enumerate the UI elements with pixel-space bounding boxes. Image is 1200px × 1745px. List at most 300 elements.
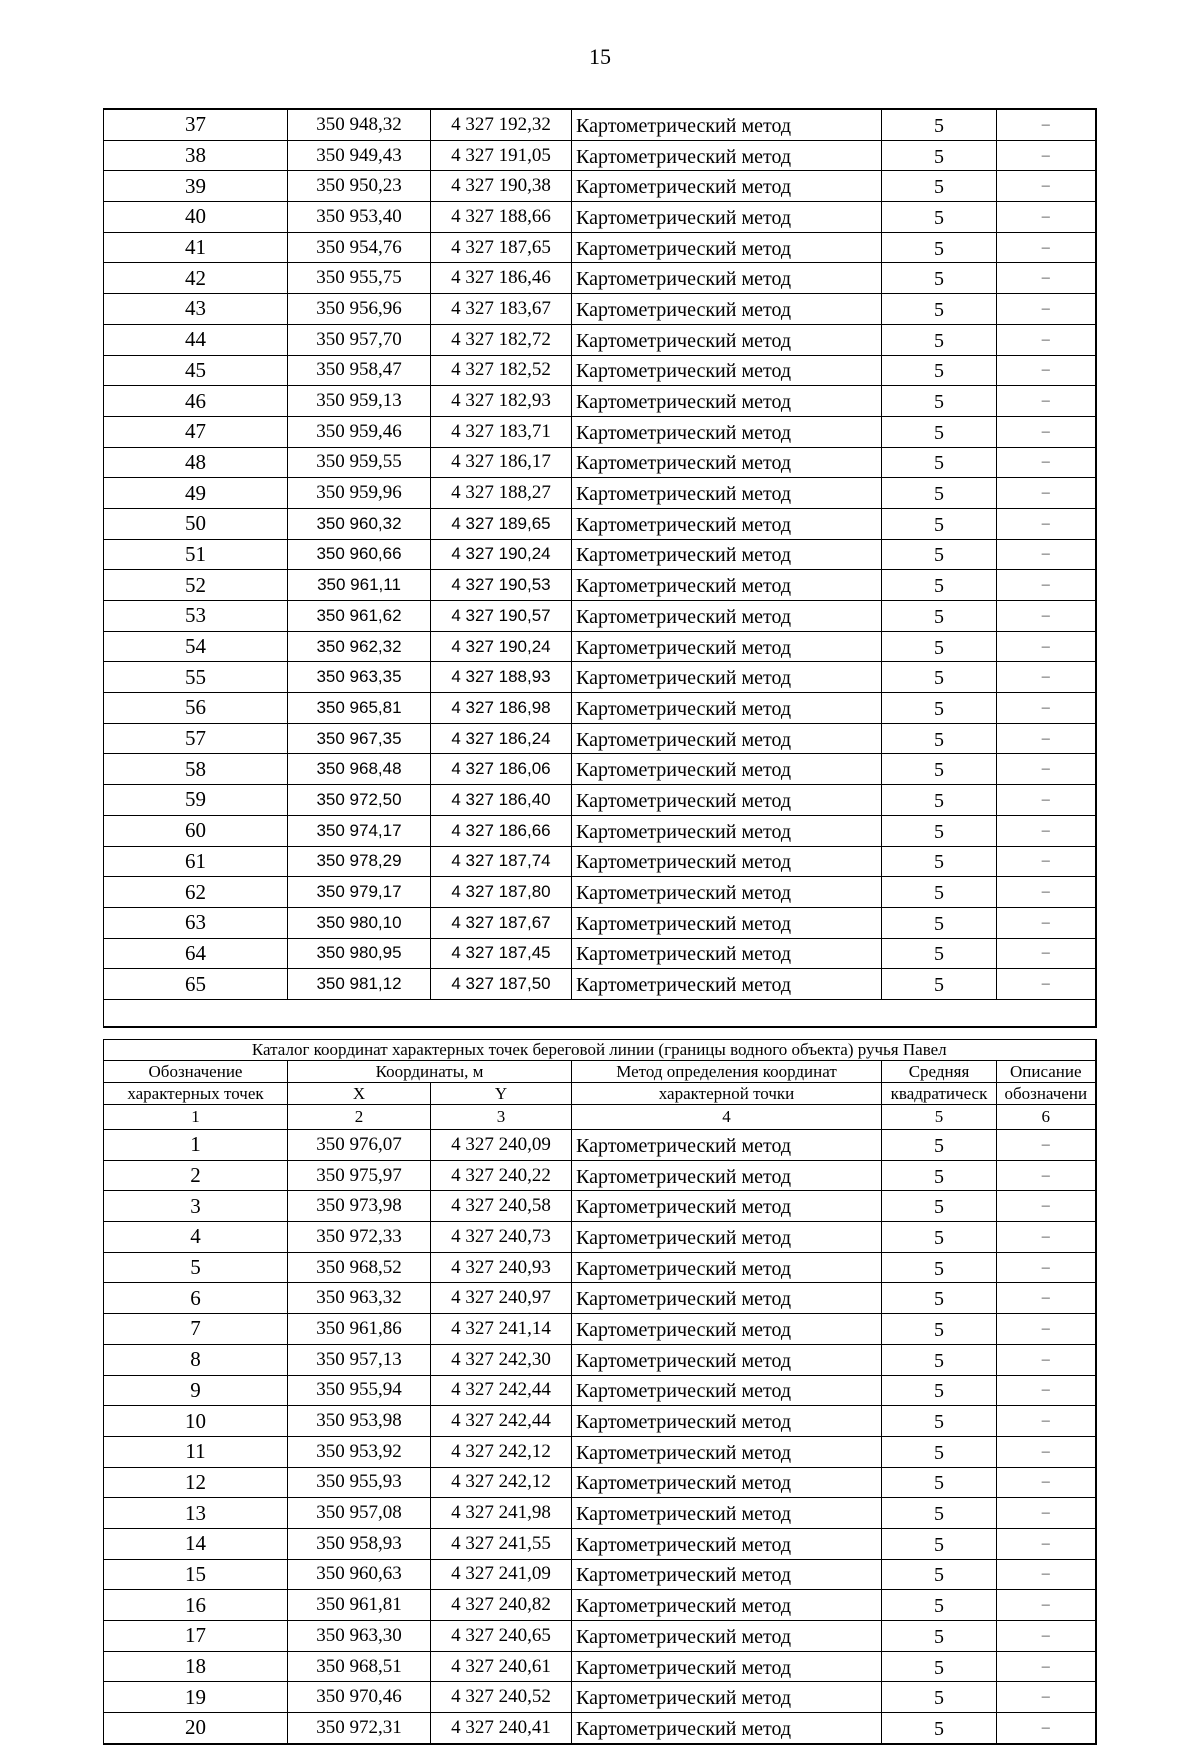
table-row <box>104 907 1096 938</box>
point-number-cell: 65 <box>104 969 288 1000</box>
coordinate-y-cell: 4 327 182,93 <box>431 386 572 417</box>
table-row <box>104 1283 1096 1314</box>
accuracy-cell: 5 <box>882 1436 997 1467</box>
coordinate-x-cell: 350 963,30 <box>288 1621 431 1652</box>
coordinate-y-cell: 4 327 187,45 <box>431 938 572 969</box>
coordinate-y-cell: 4 327 240,22 <box>431 1160 572 1191</box>
point-number-cell: 10 <box>104 1406 288 1437</box>
coordinate-y-cell: 4 327 241,14 <box>431 1314 572 1345</box>
coordinate-y-cell: 4 327 188,93 <box>431 662 572 693</box>
method-cell: Картометрический метод <box>572 1498 882 1529</box>
point-number-cell: 9 <box>104 1375 288 1406</box>
table-row <box>104 723 1096 754</box>
accuracy-cell: 5 <box>882 416 997 447</box>
accuracy-cell: 5 <box>882 386 997 417</box>
column-index-cell: 4 <box>572 1105 882 1130</box>
description-cell: – <box>997 1682 1096 1713</box>
header-row-2 <box>104 1083 1096 1105</box>
column-index-cell: 1 <box>104 1105 288 1130</box>
method-cell: Картометрический метод <box>572 539 882 570</box>
point-number-cell: 56 <box>104 693 288 724</box>
description-cell: – <box>997 355 1096 386</box>
method-cell: Картометрический метод <box>572 478 882 509</box>
coordinate-x-cell: 350 981,12 <box>288 969 431 1000</box>
coordinate-x-cell: 350 959,13 <box>288 386 431 417</box>
coordinates-table-continued <box>103 108 1097 1028</box>
accuracy-cell: 5 <box>882 1559 997 1590</box>
point-number-cell: 37 <box>104 109 288 140</box>
header-method-line2: характерной точки <box>572 1083 882 1105</box>
table-row <box>104 1375 1096 1406</box>
header-y: Y <box>431 1083 572 1105</box>
method-cell: Картометрический метод <box>572 969 882 1000</box>
coordinate-y-cell: 4 327 182,52 <box>431 355 572 386</box>
accuracy-cell: 5 <box>882 938 997 969</box>
table-body-top <box>104 109 1096 1027</box>
header-accuracy-line2: квадратическ <box>882 1083 997 1105</box>
description-cell: – <box>997 478 1096 509</box>
accuracy-cell: 5 <box>882 478 997 509</box>
coordinate-y-cell: 4 327 242,12 <box>431 1467 572 1498</box>
accuracy-cell: 5 <box>882 1252 997 1283</box>
accuracy-cell: 5 <box>882 1314 997 1345</box>
description-cell: – <box>997 539 1096 570</box>
method-cell: Картометрический метод <box>572 815 882 846</box>
coordinate-y-cell: 4 327 240,61 <box>431 1651 572 1682</box>
coordinates-table-stream-pavel <box>103 1039 1097 1745</box>
table-row <box>104 1252 1096 1283</box>
accuracy-cell: 5 <box>882 785 997 816</box>
description-cell: – <box>997 601 1096 632</box>
point-number-cell: 19 <box>104 1682 288 1713</box>
coordinate-y-cell: 4 327 240,65 <box>431 1621 572 1652</box>
accuracy-cell: 5 <box>882 1621 997 1652</box>
table-row <box>104 416 1096 447</box>
coordinate-x-cell: 350 961,86 <box>288 1314 431 1345</box>
coordinate-x-cell: 350 955,93 <box>288 1467 431 1498</box>
point-number-cell: 2 <box>104 1160 288 1191</box>
description-cell: – <box>997 785 1096 816</box>
accuracy-cell: 5 <box>882 877 997 908</box>
point-number-cell: 40 <box>104 202 288 233</box>
method-cell: Картометрический метод <box>572 1467 882 1498</box>
description-cell: – <box>997 508 1096 539</box>
coordinate-x-cell: 350 961,81 <box>288 1590 431 1621</box>
coordinate-x-cell: 350 970,46 <box>288 1682 431 1713</box>
header-designation-line2: характерных точек <box>104 1083 288 1105</box>
coordinate-x-cell: 350 960,32 <box>288 508 431 539</box>
method-cell: Картометрический метод <box>572 1283 882 1314</box>
method-cell: Картометрический метод <box>572 1344 882 1375</box>
table-row <box>104 1528 1096 1559</box>
coordinate-x-cell: 350 980,10 <box>288 907 431 938</box>
point-number-cell: 20 <box>104 1713 288 1744</box>
point-number-cell: 52 <box>104 570 288 601</box>
column-index-cell: 2 <box>288 1105 431 1130</box>
blank-row <box>104 999 1096 1027</box>
description-cell: – <box>997 447 1096 478</box>
coordinate-y-cell: 4 327 241,55 <box>431 1528 572 1559</box>
coordinate-x-cell: 350 961,62 <box>288 601 431 632</box>
method-cell: Картометрический метод <box>572 662 882 693</box>
accuracy-cell: 5 <box>882 693 997 724</box>
point-number-cell: 64 <box>104 938 288 969</box>
accuracy-cell: 5 <box>882 723 997 754</box>
accuracy-cell: 5 <box>882 754 997 785</box>
method-cell: Картометрический метод <box>572 1559 882 1590</box>
point-number-cell: 60 <box>104 815 288 846</box>
coordinate-x-cell: 350 974,17 <box>288 815 431 846</box>
description-cell: – <box>997 1283 1096 1314</box>
table-row <box>104 1682 1096 1713</box>
description-cell: – <box>997 1406 1096 1437</box>
description-cell: – <box>997 969 1096 1000</box>
coordinate-x-cell: 350 953,40 <box>288 202 431 233</box>
coordinate-y-cell: 4 327 188,27 <box>431 478 572 509</box>
description-cell: – <box>997 938 1096 969</box>
coordinate-x-cell: 350 973,98 <box>288 1191 431 1222</box>
table-row <box>104 693 1096 724</box>
coordinate-x-cell: 350 953,92 <box>288 1436 431 1467</box>
coordinate-y-cell: 4 327 192,32 <box>431 109 572 140</box>
point-number-cell: 58 <box>104 754 288 785</box>
description-cell: – <box>997 1344 1096 1375</box>
table-caption: Каталог координат характерных точек береговой линии (границы водного объекта) ручья Павел <box>104 1040 1096 1061</box>
coordinate-y-cell: 4 327 241,98 <box>431 1498 572 1529</box>
point-number-cell: 57 <box>104 723 288 754</box>
method-cell: Картометрический метод <box>572 109 882 140</box>
point-number-cell: 6 <box>104 1283 288 1314</box>
table-row <box>104 1559 1096 1590</box>
point-number-cell: 41 <box>104 232 288 263</box>
table-row <box>104 1467 1096 1498</box>
point-number-cell: 13 <box>104 1498 288 1529</box>
table-row <box>104 631 1096 662</box>
table-row <box>104 570 1096 601</box>
description-cell: – <box>997 232 1096 263</box>
method-cell: Картометрический метод <box>572 1590 882 1621</box>
description-cell: – <box>997 693 1096 724</box>
point-number-cell: 14 <box>104 1528 288 1559</box>
accuracy-cell: 5 <box>882 539 997 570</box>
coordinate-x-cell: 350 958,93 <box>288 1528 431 1559</box>
header-coordinates: Координаты, м <box>288 1061 572 1083</box>
blank-cell <box>104 999 1096 1027</box>
method-cell: Картометрический метод <box>572 447 882 478</box>
coordinate-y-cell: 4 327 186,66 <box>431 815 572 846</box>
accuracy-cell: 5 <box>882 294 997 325</box>
accuracy-cell: 5 <box>882 1283 997 1314</box>
method-cell: Картометрический метод <box>572 1252 882 1283</box>
accuracy-cell: 5 <box>882 1651 997 1682</box>
coordinate-x-cell: 350 976,07 <box>288 1130 431 1161</box>
coordinate-y-cell: 4 327 240,52 <box>431 1682 572 1713</box>
description-cell: – <box>997 1559 1096 1590</box>
point-number-cell: 7 <box>104 1314 288 1345</box>
table-row <box>104 969 1096 1000</box>
coordinate-x-cell: 350 975,97 <box>288 1160 431 1191</box>
description-cell: – <box>997 1222 1096 1253</box>
description-cell: – <box>997 1713 1096 1744</box>
point-number-cell: 50 <box>104 508 288 539</box>
point-number-cell: 5 <box>104 1252 288 1283</box>
accuracy-cell: 5 <box>882 1406 997 1437</box>
coordinate-x-cell: 350 959,96 <box>288 478 431 509</box>
coordinate-x-cell: 350 959,46 <box>288 416 431 447</box>
coordinate-y-cell: 4 327 190,24 <box>431 631 572 662</box>
table-row <box>104 877 1096 908</box>
accuracy-cell: 5 <box>882 355 997 386</box>
accuracy-cell: 5 <box>882 1713 997 1744</box>
coordinate-x-cell: 350 960,63 <box>288 1559 431 1590</box>
coordinate-y-cell: 4 327 183,67 <box>431 294 572 325</box>
method-cell: Картометрический метод <box>572 570 882 601</box>
description-cell: – <box>997 1314 1096 1345</box>
description-cell: – <box>997 416 1096 447</box>
point-number-cell: 49 <box>104 478 288 509</box>
header-description-line1: Описание <box>997 1061 1096 1083</box>
coordinate-x-cell: 350 980,95 <box>288 938 431 969</box>
coordinate-y-cell: 4 327 186,06 <box>431 754 572 785</box>
method-cell: Картометрический метод <box>572 1621 882 1652</box>
coordinate-y-cell: 4 327 188,66 <box>431 202 572 233</box>
point-number-cell: 16 <box>104 1590 288 1621</box>
coordinate-x-cell: 350 961,11 <box>288 570 431 601</box>
coordinate-y-cell: 4 327 187,74 <box>431 846 572 877</box>
coordinate-x-cell: 350 957,08 <box>288 1498 431 1529</box>
description-cell: – <box>997 662 1096 693</box>
coordinate-x-cell: 350 957,70 <box>288 324 431 355</box>
description-cell: – <box>997 294 1096 325</box>
method-cell: Картометрический метод <box>572 631 882 662</box>
accuracy-cell: 5 <box>882 846 997 877</box>
coordinate-x-cell: 350 960,66 <box>288 539 431 570</box>
method-cell: Картометрический метод <box>572 202 882 233</box>
coordinate-y-cell: 4 327 187,50 <box>431 969 572 1000</box>
description-cell: – <box>997 754 1096 785</box>
point-number-cell: 63 <box>104 907 288 938</box>
table-caption-row <box>104 1040 1096 1061</box>
point-number-cell: 55 <box>104 662 288 693</box>
coordinate-y-cell: 4 327 190,57 <box>431 601 572 632</box>
point-number-cell: 44 <box>104 324 288 355</box>
accuracy-cell: 5 <box>882 1222 997 1253</box>
description-cell: – <box>997 570 1096 601</box>
method-cell: Картометрический метод <box>572 1528 882 1559</box>
coordinate-y-cell: 4 327 190,53 <box>431 570 572 601</box>
table-row <box>104 938 1096 969</box>
method-cell: Картометрический метод <box>572 1314 882 1345</box>
accuracy-cell: 5 <box>882 1467 997 1498</box>
coordinate-x-cell: 350 950,23 <box>288 171 431 202</box>
method-cell: Картометрический метод <box>572 693 882 724</box>
table-row <box>104 355 1096 386</box>
coordinate-x-cell: 350 979,17 <box>288 877 431 908</box>
accuracy-cell: 5 <box>882 662 997 693</box>
point-number-cell: 4 <box>104 1222 288 1253</box>
point-number-cell: 12 <box>104 1467 288 1498</box>
description-cell: – <box>997 723 1096 754</box>
header-description-line2: обозначени <box>997 1083 1096 1105</box>
accuracy-cell: 5 <box>882 109 997 140</box>
point-number-cell: 1 <box>104 1130 288 1161</box>
accuracy-cell: 5 <box>882 1191 997 1222</box>
method-cell: Картометрический метод <box>572 907 882 938</box>
coordinate-y-cell: 4 327 186,17 <box>431 447 572 478</box>
accuracy-cell: 5 <box>882 1528 997 1559</box>
coordinate-y-cell: 4 327 186,40 <box>431 785 572 816</box>
coordinate-y-cell: 4 327 187,65 <box>431 232 572 263</box>
column-index-row <box>104 1105 1096 1130</box>
table-row <box>104 1344 1096 1375</box>
table-row <box>104 1651 1096 1682</box>
accuracy-cell: 5 <box>882 815 997 846</box>
point-number-cell: 39 <box>104 171 288 202</box>
accuracy-cell: 5 <box>882 324 997 355</box>
point-number-cell: 11 <box>104 1436 288 1467</box>
coordinate-y-cell: 4 327 187,80 <box>431 877 572 908</box>
table-row <box>104 294 1096 325</box>
description-cell: – <box>997 1651 1096 1682</box>
accuracy-cell: 5 <box>882 508 997 539</box>
header-x: X <box>288 1083 431 1105</box>
accuracy-cell: 5 <box>882 263 997 294</box>
method-cell: Картометрический метод <box>572 601 882 632</box>
accuracy-cell: 5 <box>882 171 997 202</box>
point-number-cell: 8 <box>104 1344 288 1375</box>
method-cell: Картометрический метод <box>572 846 882 877</box>
point-number-cell: 17 <box>104 1621 288 1652</box>
coordinate-y-cell: 4 327 241,09 <box>431 1559 572 1590</box>
point-number-cell: 62 <box>104 877 288 908</box>
description-cell: – <box>997 140 1096 171</box>
column-index-cell: 6 <box>997 1105 1096 1130</box>
coordinate-x-cell: 350 955,75 <box>288 263 431 294</box>
method-cell: Картометрический метод <box>572 1436 882 1467</box>
point-number-cell: 3 <box>104 1191 288 1222</box>
coordinate-x-cell: 350 954,76 <box>288 232 431 263</box>
description-cell: – <box>997 631 1096 662</box>
coordinate-x-cell: 350 955,94 <box>288 1375 431 1406</box>
table-row <box>104 447 1096 478</box>
description-cell: – <box>997 109 1096 140</box>
column-index-cell: 5 <box>882 1105 997 1130</box>
coordinate-y-cell: 4 327 190,24 <box>431 539 572 570</box>
accuracy-cell: 5 <box>882 570 997 601</box>
coordinate-x-cell: 350 968,52 <box>288 1252 431 1283</box>
method-cell: Картометрический метод <box>572 263 882 294</box>
description-cell: – <box>997 263 1096 294</box>
coordinate-y-cell: 4 327 187,67 <box>431 907 572 938</box>
table-row <box>104 386 1096 417</box>
method-cell: Картометрический метод <box>572 140 882 171</box>
table-row <box>104 1191 1096 1222</box>
coordinate-x-cell: 350 972,50 <box>288 785 431 816</box>
method-cell: Картометрический метод <box>572 294 882 325</box>
table-row <box>104 601 1096 632</box>
accuracy-cell: 5 <box>882 447 997 478</box>
method-cell: Картометрический метод <box>572 1713 882 1744</box>
description-cell: – <box>997 1621 1096 1652</box>
description-cell: – <box>997 1191 1096 1222</box>
description-cell: – <box>997 1252 1096 1283</box>
coordinate-x-cell: 350 972,33 <box>288 1222 431 1253</box>
table-row <box>104 1222 1096 1253</box>
description-cell: – <box>997 1375 1096 1406</box>
description-cell: – <box>997 1160 1096 1191</box>
description-cell: – <box>997 846 1096 877</box>
table-row <box>104 1160 1096 1191</box>
method-cell: Картометрический метод <box>572 416 882 447</box>
table-body-bottom <box>104 1040 1096 1744</box>
table-row <box>104 1590 1096 1621</box>
page-number: 15 <box>589 44 611 69</box>
method-cell: Картометрический метод <box>572 877 882 908</box>
point-number-cell: 48 <box>104 447 288 478</box>
header-accuracy-line1: Средняя <box>882 1061 997 1083</box>
point-number-cell: 54 <box>104 631 288 662</box>
coordinate-y-cell: 4 327 242,44 <box>431 1406 572 1437</box>
coordinate-y-cell: 4 327 240,09 <box>431 1130 572 1161</box>
table-row <box>104 508 1096 539</box>
accuracy-cell: 5 <box>882 232 997 263</box>
coordinate-x-cell: 350 963,32 <box>288 1283 431 1314</box>
accuracy-cell: 5 <box>882 631 997 662</box>
table-row <box>104 754 1096 785</box>
table-row <box>104 263 1096 294</box>
coordinate-y-cell: 4 327 240,82 <box>431 1590 572 1621</box>
accuracy-cell: 5 <box>882 1498 997 1529</box>
coordinate-y-cell: 4 327 240,97 <box>431 1283 572 1314</box>
method-cell: Картометрический метод <box>572 386 882 417</box>
description-cell: – <box>997 324 1096 355</box>
table-row <box>104 785 1096 816</box>
accuracy-cell: 5 <box>882 1160 997 1191</box>
coordinate-x-cell: 350 953,98 <box>288 1406 431 1437</box>
accuracy-cell: 5 <box>882 1375 997 1406</box>
method-cell: Картометрический метод <box>572 938 882 969</box>
header-row-1 <box>104 1061 1096 1083</box>
table-row <box>104 140 1096 171</box>
method-cell: Картометрический метод <box>572 355 882 386</box>
method-cell: Картометрический метод <box>572 508 882 539</box>
description-cell: – <box>997 171 1096 202</box>
coordinate-y-cell: 4 327 240,58 <box>431 1191 572 1222</box>
description-cell: – <box>997 1130 1096 1161</box>
coordinate-y-cell: 4 327 190,38 <box>431 171 572 202</box>
point-number-cell: 45 <box>104 355 288 386</box>
coordinate-x-cell: 350 965,81 <box>288 693 431 724</box>
description-cell: – <box>997 1498 1096 1529</box>
coordinate-y-cell: 4 327 242,12 <box>431 1436 572 1467</box>
method-cell: Картометрический метод <box>572 1130 882 1161</box>
table-row <box>104 1436 1096 1467</box>
table-row <box>104 1130 1096 1161</box>
point-number-cell: 42 <box>104 263 288 294</box>
table-row <box>104 815 1096 846</box>
coordinate-y-cell: 4 327 240,41 <box>431 1713 572 1744</box>
point-number-cell: 18 <box>104 1651 288 1682</box>
description-cell: – <box>997 1467 1096 1498</box>
coordinate-y-cell: 4 327 186,24 <box>431 723 572 754</box>
method-cell: Картометрический метод <box>572 1191 882 1222</box>
method-cell: Картометрический метод <box>572 1651 882 1682</box>
coordinate-x-cell: 350 948,32 <box>288 109 431 140</box>
method-cell: Картометрический метод <box>572 754 882 785</box>
coordinate-y-cell: 4 327 186,98 <box>431 693 572 724</box>
table-row <box>104 109 1096 140</box>
description-cell: – <box>997 815 1096 846</box>
